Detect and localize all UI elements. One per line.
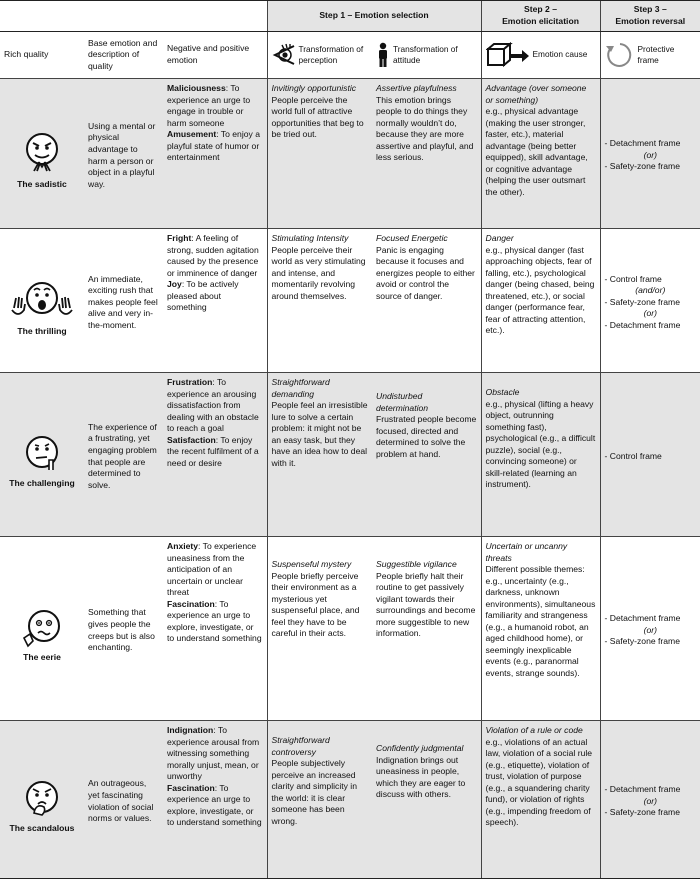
cause-title: Violation of a rule or code [485,725,583,735]
frame-cell [600,537,700,721]
quality-name: The challenging [9,477,75,488]
neg-pos-cell [163,79,267,229]
cause-title: Advantage (over someone or something) [485,83,587,105]
neg-text: : To experience uneasiness from the anticipation of an uncertain or unclear threat [167,541,257,598]
frame-line: - Safety-zone frame [604,161,680,172]
attitude-cell [372,373,481,537]
frame-line: - Safety-zone frame [604,807,680,818]
pos-label: Joy [167,279,182,290]
cube-push-icon [486,42,530,68]
attitude-cell [372,721,481,879]
attitude-text: Frustrated people become focused, directed and determined to solve the problem at hand. [376,414,477,459]
step-header-row [0,1,700,32]
quality-name: The thrilling [17,325,67,336]
col-neg-pos: Negative and positive emotion [163,32,267,79]
col-attitude [372,32,481,79]
cause-text: e.g., physical advantage (making the user stronger, faster, etc.), material advantage (being better equipped), skill advantage, or cognitive advantage (helping the user outsmart the other). [485,106,588,197]
attitude-cell [372,537,481,721]
table-row-sadistic [0,79,700,229]
perception-title: Stimulating Intensity [271,233,349,243]
neg-pos-cell [163,373,267,537]
frame-cell [600,229,700,373]
cause-cell [481,373,600,537]
attitude-text: People briefly halt their routine to get passively vigilant towards their surroundings and become more suggestible to new information. [376,570,476,639]
person-icon [376,42,390,68]
frame-label: Protective frame [637,43,675,65]
quality-cell [0,537,84,721]
scandalous-face-icon [22,779,62,819]
quality-name: The sadistic [17,178,67,189]
neg-label: Fright [167,233,192,243]
thrilling-face-icon [10,278,74,322]
neg-text: : To experience arousal from witnessing something morally unjust, mean, or unworthy [167,725,260,782]
col-cause [481,32,600,79]
base-emotion-text: An immediate, exciting rush that makes people feel alive and very in-the-moment. [84,229,163,373]
base-emotion-text: An outrageous, yet fascinating violation of social norms or values. [84,721,163,879]
quality-cell [0,79,84,229]
frame-connector: (or) [643,308,657,319]
perception-text: People briefly perceive their environment as a mysterious yet suspenseful place, and feel they have to be careful in their acts. [271,570,360,639]
attitude-title: Suggestible vigilance [376,559,457,569]
cause-cell [481,229,600,373]
cause-label: Emotion cause [532,49,588,60]
quality-name: The eerie [23,651,61,662]
cause-text: e.g., violations of an actual law, violation of a social rule (e.g., etiquette), violation of trust, violation of purpose (e.g., a squandering charity fund), or violation of rights (e.g., impending freedom of speech). [485,736,593,828]
neg-text: : To experience an urge to engage in trouble or harm someone [167,83,251,128]
perception-text: People subjectively perceive an increased clarity and simplicity in the world: it is clear someone has been wrong. [271,758,357,826]
frame-line: - Safety-zone frame [604,636,680,647]
neg-pos-cell [163,721,267,879]
pos-text: : To experience an urge to explore, investigate, or to understand something [167,598,262,644]
pos-text: : To enjoy a playful state of humor or entertainment [167,129,260,163]
challenging-face-icon [22,434,62,474]
step3-label: Step 3 – [633,4,667,15]
column-header-row [0,32,700,79]
attitude-text: This emotion brings people to do things they normally wouldn’t do, because they are more assertive and playful, and less serious. [376,94,474,163]
col-frame [600,32,700,79]
cause-title: Obstacle [485,387,520,397]
frame-line: - Detachment frame [604,138,681,149]
frame-line: - Detachment frame [604,613,681,624]
cause-cell [481,79,600,229]
perception-cell [267,229,372,373]
frame-line: - Control frame [604,450,662,461]
cause-cell [481,721,600,879]
attitude-title: Undisturbed determination [376,391,429,413]
quality-cell [0,229,84,373]
pos-label: Amusement [167,129,217,140]
pos-label: Fascination [167,598,215,609]
pos-label: Fascination [167,782,215,793]
quality-cell [0,721,84,879]
perception-text: People perceive the world full of attractive opportunities that beg to be tried out. [271,94,364,140]
circle-arrow-icon [605,41,635,69]
frame-connector: (or) [643,149,657,160]
frame-line: - Detachment frame [604,319,681,330]
cause-cell [481,537,600,721]
cause-title: Uncertain or uncanny threats [485,541,568,563]
cause-text: Different possible themes: e.g., uncertainty (e.g., darkness, unknown environments), simultaneous familiarity and strangeness (e.g., a humanoid robot, an aged childhood home), or seemingly inexplicable events (e.g., paranormal events, strange sounds). [485,564,596,678]
quality-name: The scandalous [9,822,75,833]
attitude-title: Assertive playfulness [376,83,457,93]
table-row-thrilling [0,229,700,373]
frame-connector: (or) [643,624,657,635]
step1-label: Step 1 – Emotion selection [319,10,429,21]
neg-text: : A feeling of strong, sudden agitation caused by the presence or imminence of danger [167,233,259,278]
perception-title: Straightforward controversy [271,735,330,757]
base-emotion-text: Something that gives people the creeps but is also enchanting. [84,537,163,721]
step2-header [481,1,600,32]
frame-line: - Safety-zone frame [604,296,680,307]
neg-label: Indignation [167,725,214,735]
frame-cell [600,721,700,879]
pos-label: Satisfaction [167,434,216,445]
frame-line: - Detachment frame [604,784,681,795]
perception-cell [267,537,372,721]
attitude-label: Transformation of attitude [393,43,458,65]
attitude-title: Confidently judgmental [376,743,464,753]
neg-label: Anxiety [167,541,199,551]
perception-cell [267,79,372,229]
attitude-cell [372,229,481,373]
pos-text: : To experience an urge to explore, investigate, or to understand something [167,782,262,828]
neg-text: : To experience an arousing dissatisfaction from dealing with an obstacle to reach a goal [167,377,259,434]
step3-sublabel: Emotion reversal [615,16,686,26]
perception-cell [267,373,372,537]
attitude-title: Focused Energetic [376,233,448,243]
col-base-emotion: Base emotion and description of quality [84,32,163,79]
frame-cell [600,373,700,537]
perception-text: People perceive their world as very stimulating and intense, and momentarily revolving around themselves. [271,244,366,301]
pos-text: : To enjoy the recent fulfilment of a need or desire [167,434,259,468]
eerie-face-icon [20,608,64,648]
base-emotion-text: Using a mental or physical advantage to harm a person or object in a playful way. [84,79,163,229]
perception-cell [267,721,372,879]
step2-sublabel: Emotion elicitation [502,16,579,26]
base-emotion-text: The experience of a frustrating, yet engaging problem that people are determined to solve. [84,373,163,537]
step2-label: Step 2 – [524,4,557,15]
col-perception [267,32,372,79]
frame-connector: (or) [643,795,657,806]
perception-text: People feel an irresistible lure to solve a certain problem: it might not be an easy task, but they have an idea how to deal with it. [271,400,368,468]
neg-label: Maliciousness [167,83,226,93]
neg-pos-cell [163,537,267,721]
attitude-text: Panic is engaging because it focuses and energizes people to either avoid or control the source of danger. [376,244,475,301]
attitude-cell [372,79,481,229]
attitude-text: Indignation brings out uneasiness in people, which they are eager to discuss with others. [376,754,466,800]
frame-connector: (and/or) [635,285,666,296]
table-row-scandalous [0,721,700,879]
perception-title: Invitingly opportunistic [271,83,357,93]
pos-text: : To be actively pleased about something [167,279,239,313]
eye-icon [272,43,296,67]
perception-title: Straightforward demanding [271,377,330,399]
col-rich-quality: Rich quality [0,32,84,79]
frame-cell [600,79,700,229]
perception-title: Suspenseful mystery [271,559,352,569]
step3-header [600,1,700,32]
neg-pos-cell [163,229,267,373]
sadistic-face-icon [22,131,62,175]
step1-header [267,1,481,32]
neg-label: Frustration [167,377,213,387]
cause-text: e.g., physical danger (fast approaching objects, fear of falling, etc.), psychological danger (being chased, being threatened, etc.), or social danger (performance fear, fear of attracting attention, etc.). [485,244,595,336]
cause-title: Danger [485,233,514,243]
quality-cell [0,373,84,537]
cause-text: e.g., physical (lifting a heavy object, outrunning something fast), psychological (e.g., a difficult puzzle), social (e.g., convincing someone) or skill-related (learning an instrument). [485,398,596,490]
table-row-challenging [0,373,700,537]
perception-label: Transformation of perception [298,43,364,65]
frame-line: - Control frame [604,273,662,284]
table-row-eerie [0,537,700,721]
